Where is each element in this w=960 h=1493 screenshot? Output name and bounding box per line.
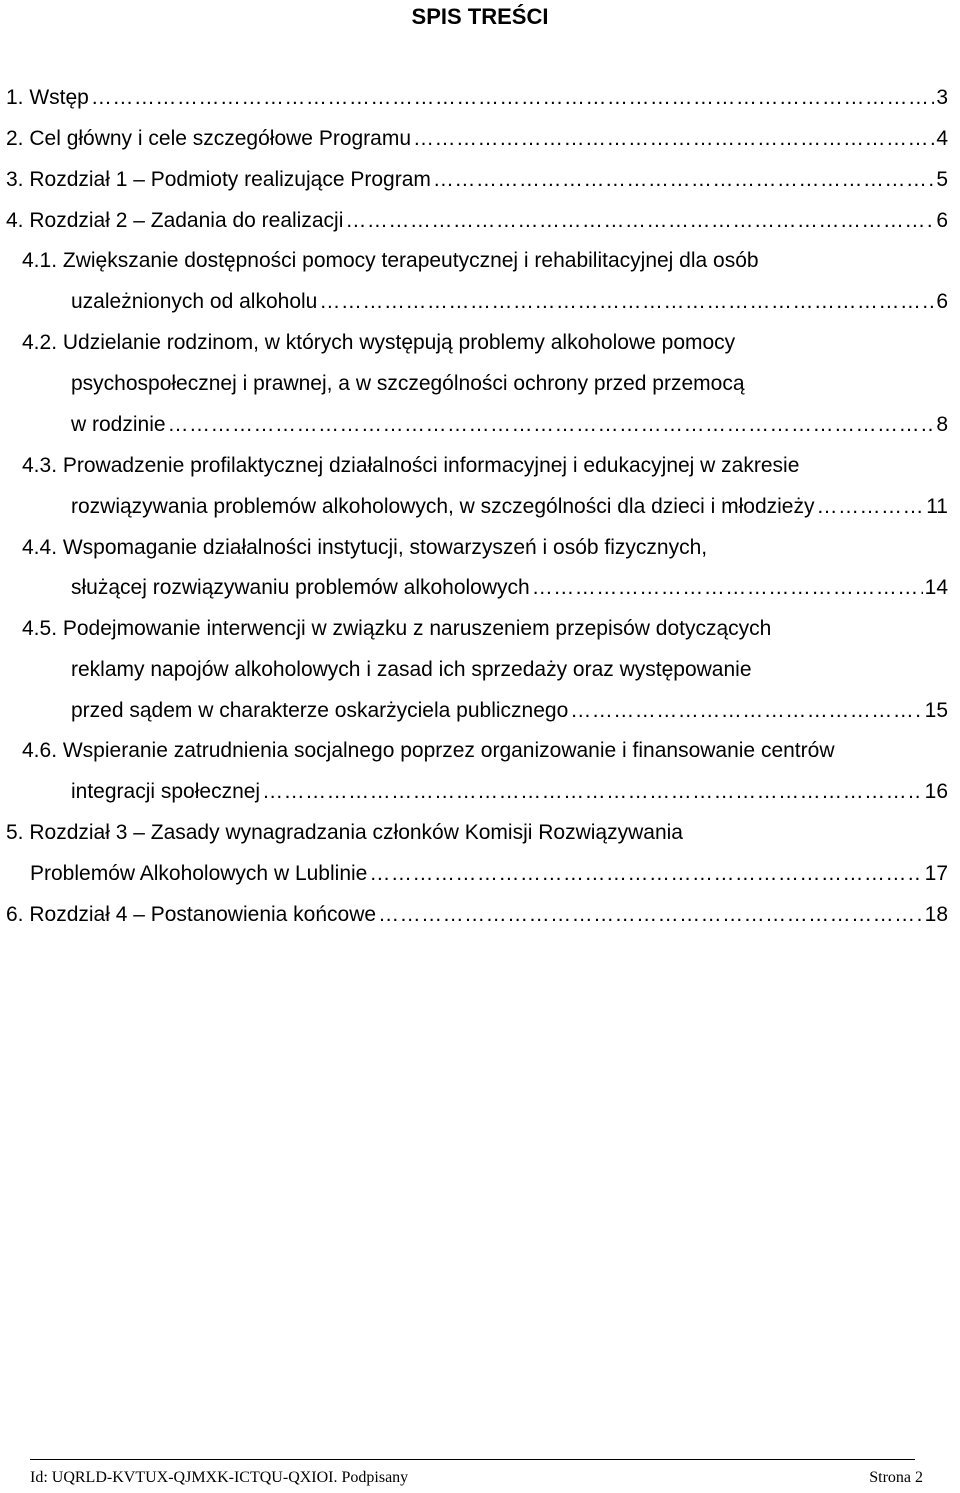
toc-leader-dots: [262, 777, 923, 807]
toc-entry-text: 1. Wstęp: [6, 86, 89, 109]
toc-entry-text: w rodzinie: [71, 413, 166, 436]
toc-entry-text: psychospołecznej i prawnej, a w szczególności ochrony przed przemocą: [71, 372, 745, 395]
toc-title: SPIS TREŚCI: [411, 4, 549, 29]
toc-entry-text: 4. Rozdział 2 – Zadania do realizacji: [6, 209, 344, 232]
toc-leader-dots: [369, 859, 922, 889]
toc-entry-continuation[interactable]: [71, 492, 948, 522]
toc-entry-page: 5: [936, 168, 948, 191]
toc-entry-continuation[interactable]: [71, 777, 948, 807]
toc-entry-text: 5. Rozdział 3 – Zasady wynagradzania członków Komisji Rozwiązywania: [6, 821, 683, 844]
toc-entry-text: rozwiązywania problemów alkoholowych, w szczególności dla dzieci i młodzieży: [71, 495, 815, 518]
toc-entry-page: 17: [924, 862, 948, 885]
toc-entry-continuation: [71, 655, 948, 685]
toc-entry-page: 4: [936, 127, 948, 150]
toc-entry-page: 6: [936, 290, 948, 313]
toc-entry[interactable]: [6, 206, 948, 236]
toc-entry-continuation[interactable]: [71, 573, 948, 603]
toc-entry-page: 6: [936, 209, 948, 232]
toc-leader-dots: [91, 83, 934, 113]
toc-entry[interactable]: [22, 328, 948, 358]
toc-leader-dots: [345, 206, 934, 236]
toc-entry-continuation[interactable]: [71, 696, 948, 726]
toc-entry-page: 11: [926, 495, 948, 518]
page-footer: [30, 1468, 923, 1488]
toc-entry[interactable]: [22, 614, 948, 644]
toc-leader-dots: [433, 165, 934, 195]
toc-entry-text: reklamy napojów alkoholowych i zasad ich sprzedaży oraz występowanie: [71, 658, 752, 681]
toc-entry[interactable]: [22, 451, 948, 481]
toc-entry[interactable]: [22, 736, 948, 766]
toc-leader-dots: [413, 124, 934, 154]
toc-entry-text: przed sądem w charakterze oskarżyciela publicznego: [71, 699, 569, 722]
toc-entry-continuation[interactable]: [71, 410, 948, 440]
toc-entry[interactable]: [6, 83, 948, 113]
toc-leader-dots: [816, 492, 924, 522]
toc-entry[interactable]: [6, 818, 948, 848]
toc-leader-dots: [319, 287, 934, 317]
toc-entry-page: 14: [924, 576, 948, 599]
toc-entry-text: 3. Rozdział 1 – Podmioty realizujące Program: [6, 168, 431, 191]
toc-entry-text: 4.4. Wspomaganie działalności instytucji, stowarzyszeń i osób fizycznych,: [22, 536, 708, 559]
toc-entry-text: Problemów Alkoholowych w Lublinie: [30, 862, 368, 885]
toc-entry-text: 4.5. Podejmowanie interwencji w związku z naruszeniem przepisów dotyczących: [22, 617, 772, 640]
toc-entry-text: uzależnionych od alkoholu: [71, 290, 318, 313]
toc-entry-page: 8: [936, 413, 948, 436]
toc-entry-text: 4.6. Wspieranie zatrudnienia socjalnego poprzez organizowanie i finansowanie centrów: [22, 739, 835, 762]
toc-entry-continuation[interactable]: [30, 859, 948, 889]
toc-entry-page: 15: [924, 699, 948, 722]
toc-entry-text: 4.2. Udzielanie rodzinom, w których występują problemy alkoholowe pomocy: [22, 331, 736, 354]
toc-leader-dots: [378, 900, 923, 930]
footer-divider: [30, 1459, 915, 1460]
toc-entry[interactable]: [6, 900, 948, 930]
toc-entry-text: 4.1. Zwiększanie dostępności pomocy terapeutycznej i rehabilitacyjnej dla osób: [22, 249, 759, 272]
toc-entry-continuation[interactable]: [71, 287, 948, 317]
toc-leader-dots: [168, 410, 935, 440]
toc-leader-dots: [570, 696, 922, 726]
toc-entry-continuation: [71, 369, 948, 399]
toc-entry-text: 6. Rozdział 4 – Postanowienia końcowe: [6, 903, 377, 926]
toc-entry-page: 16: [924, 780, 948, 803]
toc-entry-text: służącej rozwiązywaniu problemów alkoholowych: [71, 576, 530, 599]
toc-entry-text: 2. Cel główny i cele szczegółowe Programu: [6, 127, 412, 150]
toc-entry-page: 3: [936, 86, 948, 109]
toc-entry[interactable]: [22, 246, 948, 276]
toc-entry-text: 4.3. Prowadzenie profilaktycznej działalności informacyjnej i edukacyjnej w zakresie: [22, 454, 800, 477]
footer-document-id: Id: UQRLD-KVTUX-QJMXK-ICTQU-QXIOI. Podpisany: [30, 1469, 409, 1486]
toc-entry[interactable]: [6, 124, 948, 154]
toc-entry[interactable]: [6, 165, 948, 195]
toc-leader-dots: [532, 573, 923, 603]
footer-page-number: Strona 2: [869, 1469, 923, 1486]
toc-entry[interactable]: [22, 533, 948, 563]
toc-entry-page: 18: [924, 903, 948, 926]
toc-entry-text: integracji społecznej: [71, 780, 261, 803]
